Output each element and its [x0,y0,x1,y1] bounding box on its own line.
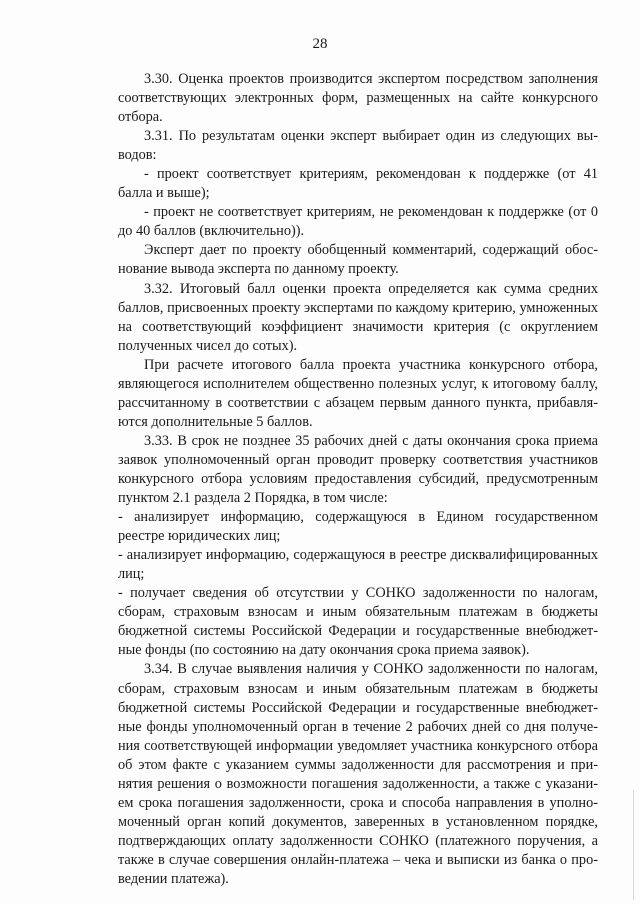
paragraph-3-32: 3.32. Итоговый балл оценки проекта определяется как сумма средних баллов, присвоенных проекту экспертами по каждому критерию, умноженных на соответствующий коэффициент значимости критерия (с округлением полученных чисел до сотых). [118,280,598,354]
list-item-egrul: - анализирует информацию, содержащуюся в Едином государственном реестре юридических лиц; [118,509,598,545]
paragraph-bonus-points: При расчете итогового балла проекта участника конкурсного отбора, являющегося исполнителем общественно полезных услуг, к итоговому баллу, рассчитанному в соответствии с абзацем первым данного пункта, прибавляются дополнительные 5 баллов. [118,356,598,430]
list-item-disqualified-registry: - анализирует информацию, содержащуюся в реестре дисквалифицированных лиц; [118,547,598,583]
paragraph-3-30: 3.30. Оценка проектов производится экспертом посредством заполнения соответствующих электронных форм, размещенных на сайте конкурсного отбора. [118,71,598,126]
page-number: 28 [312,36,328,52]
paragraph-3-34: 3.34. В случае выявления наличия у СОНКО задолженности по налогам, сборам, страховым взносам и иным обязательным платежам в бюджеты бюджетной системы Российской Федерации и государственные внебюджетные фонды уполномоченный орган в течение 2 рабочих дней со дня получения соответствующей информации уведомляет участника конкурсного отбора об этом факте с указанием суммы задолженности для рассмотрения и принятия решения о возможности погашения задолженности, а также с указанием срока погашения задолженности, срока и способа направления в уполномоченный орган копий документов, заверенных в установленном порядке, подтверждающих оплату задолженности СОНКО (платежного поручения, а также в случае совершения онлайн-платежа – чека и выписки из банка о проведении платежа). [118,661,598,887]
document-body [118,70,598,889]
paragraph-3-33: 3.33. В срок не позднее 35 рабочих дней с даты окончания срока приема заявок уполномоченный орган проводит проверку соответствия участников конкурсного отбора условиям предоставления субсидий, предусмотренным пунктом 2.1 раздела 2 Порядка, в том числе: [118,432,598,507]
list-item-not-recommended: - проект не соответствует критериям, не рекомендован к поддержке (от 0 до 40 баллов (включительно)). [118,204,598,240]
scan-edge-mark [633,790,634,900]
paragraph-3-31: 3.31. По результатам оценки эксперт выбирает один из следующих выводов: [118,128,598,164]
list-item-tax-debt: - получает сведения об отсутствии у СОНКО задолженности по налогам, сборам, страховым взносам и иным обязательным платежам в бюджеты бюджетной системы Российской Федерации и государственные внебюджетные фонды (по состоянию на дату окончания срока приема заявок). [118,585,598,659]
paragraph-expert-comment: Эксперт дает по проекту обобщенный комментарий, содержащий обоснование вывода эксперта по данному проекту. [118,242,598,278]
list-item-recommended: - проект соответствует критериям, рекомендован к поддержке (от 41 балла и выше); [118,166,598,202]
